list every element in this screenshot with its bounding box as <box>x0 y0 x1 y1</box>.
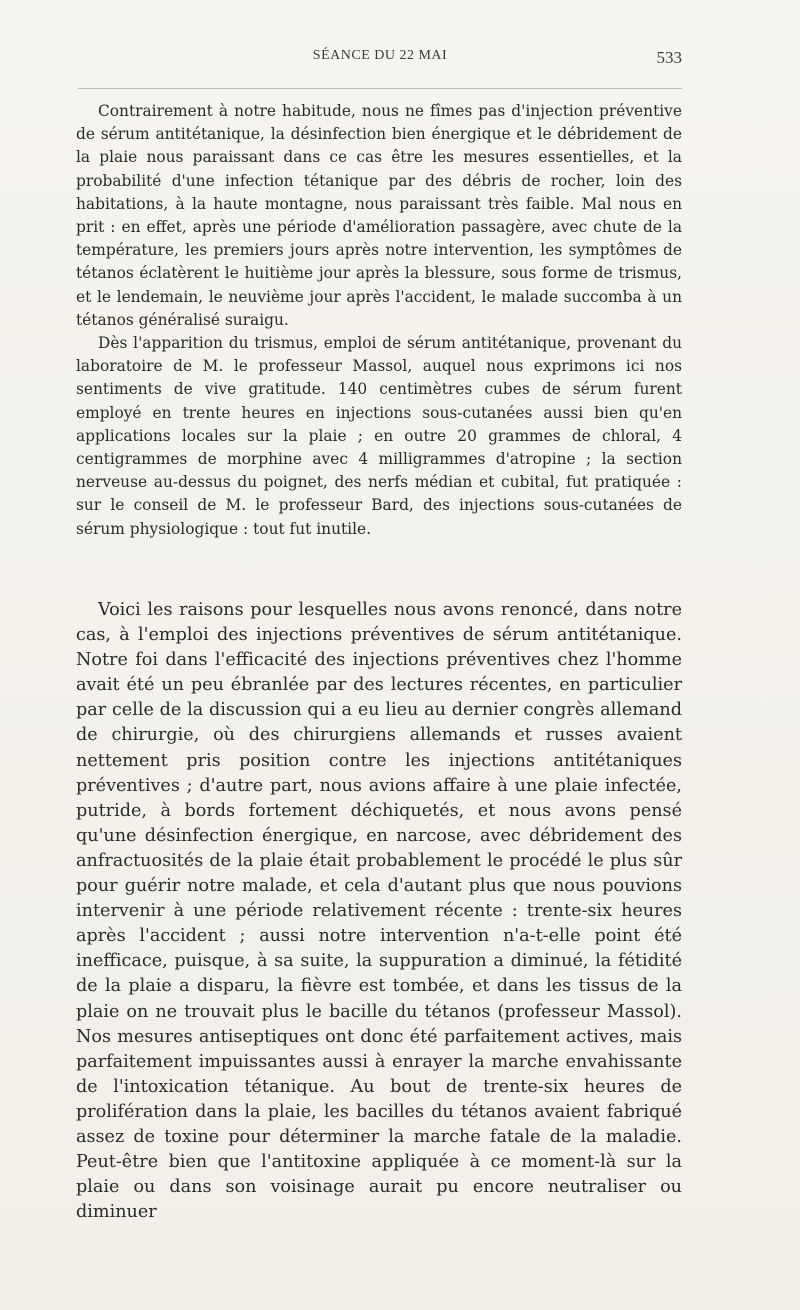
paragraph-reasons: Voici les raisons pour lesquelles nous avons renoncé, dans notre cas, à l'emploi des injections préventives de sérum antitétanique. Notre foi dans l'efficacité des injections préventives chez l'homme avait été un peu ébranlée par des lectures récentes, en particulier par celle de la discussion qui a eu lieu au dernier congrès allemand de chirurgie, où des chirurgiens allemands et russes avaient nettement pris position contre les injections antitétaniques préventives ; d'autre part, nous avions affaire à une plaie infectée, putride, à bords fortement déchiquetés, et nous avons pensé qu'une désinfection énergique, en narcose, avec débridement des anfractuosités de la plaie était probablement le procédé le plus sûr pour guérir notre malade, et cela d'autant plus que nous pouvions intervenir à une période relativement récente : trente-six heures après l'accident ; aussi notre intervention n'a-t-elle point été inefficace, puisque, à sa suite, la suppuration a diminué, la fétidité de la plaie a disparu, la fièvre est tombée, et dans les tissus de la plaie on ne trouvait plus le bacille du tétanos (professeur Massol). Nos mesures antiseptiques ont donc été parfaitement actives, mais parfaitement impuissantes aussi à enrayer la marche envahissante de l'intoxication tétanique. Au bout de trente-six heures de prolifération dans la plaie, les bacilles du tétanos avaient fabriqué assez de toxine pour déterminer la marche fatale de la maladie. Peut-être bien que l'antitoxine appliquée à ce moment-là sur la plaie ou dans son voisinage aurait pu encore neutraliser ou diminuer <box>76 600 682 1223</box>
case-report-text <box>76 100 682 541</box>
running-title: SÉANCE DU 22 MAI <box>312 48 448 63</box>
running-head <box>78 48 682 72</box>
paragraph-preventive-serum: Contrairement à notre habitude, nous ne fîmes pas d'injection préventive de sérum antitétanique, la désinfection bien énergique et le débridement de la plaie nous paraissant dans ce cas être les mesures essentielles, et la probabilité d'une infection tétanique par des débris de rocher, loin des habitations, à la haute montagne, nous paraissant très faible. Mal nous en prit : en effet, après une période d'amélioration passagère, avec chute de la température, les premiers jours après notre intervention, les symptômes de tétanos éclatèrent le huitième jour après la blessure, sous forme de trismus, et le lendemain, le neuvième jour après l'accident, le malade succomba à un tétanos généralisé suraigu. <box>76 102 682 329</box>
paragraph-treatment: Dès l'apparition du trismus, emploi de sérum antitétanique, provenant du laboratoire de M. le professeur Massol, auquel nous exprimons ici nos sentiments de vive gratitude. 140 centimètres cubes de sérum furent employé en trente heures en injections sous-cutanées aussi bien qu'en applications locales sur la plaie ; en outre 20 grammes de chloral, 4 centigrammes de morphine avec 4 milligrammes d'atropine ; la section nerveuse au-dessus du poignet, des nerfs médian et cubital, fut pratiquée : sur le conseil de M. le professeur Bard, des injections sous-cutanées de sérum physiologique : tout fut inutile. <box>76 334 682 538</box>
header-rule <box>78 88 682 89</box>
discussion-text <box>76 598 682 1225</box>
page-number: 533 <box>656 48 682 67</box>
